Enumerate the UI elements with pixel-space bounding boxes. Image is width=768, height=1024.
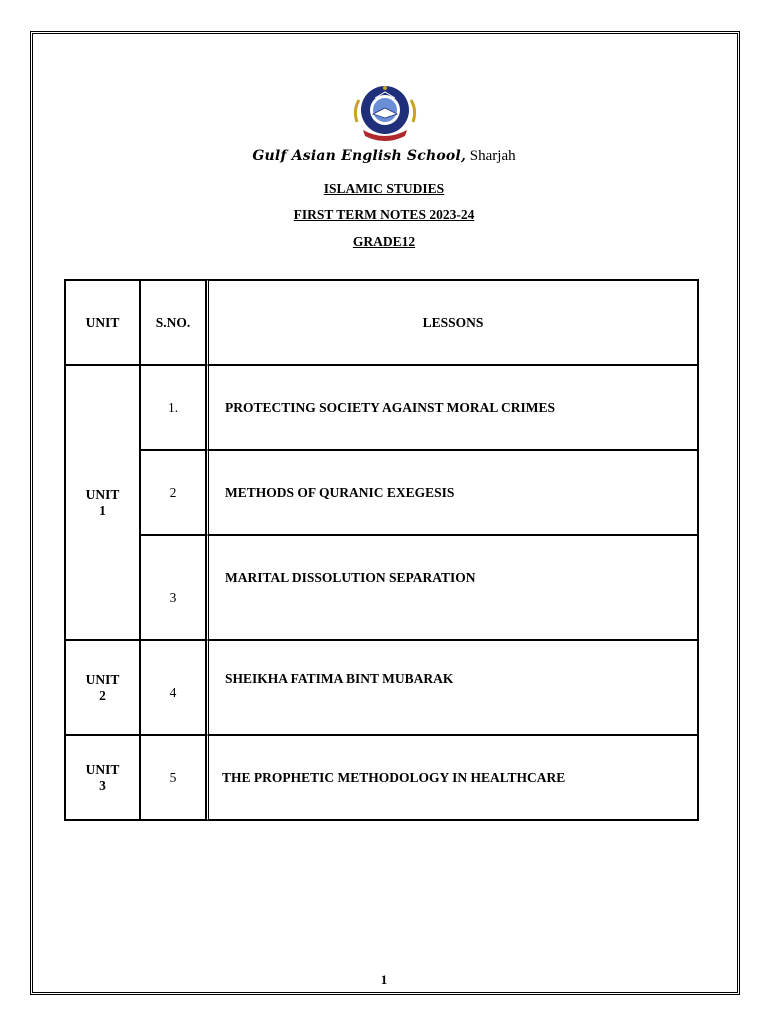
lesson-cell: SHEIKHA FATIMA BINT MUBARAK <box>206 640 698 735</box>
unit-label: UNIT <box>85 671 120 687</box>
lessons-table <box>64 279 699 821</box>
sno-cell: 2 <box>140 450 206 535</box>
unit-cell <box>65 365 140 640</box>
school-name-line <box>0 148 768 165</box>
table-row <box>65 535 698 640</box>
sno-cell: 5 <box>140 735 206 820</box>
lesson-cell: METHODS OF QURANIC EXEGESIS <box>206 450 698 535</box>
unit-cell <box>65 735 140 820</box>
sno-cell: 1. <box>140 365 206 450</box>
header-unit: UNIT <box>65 280 140 365</box>
table-header-row <box>65 280 698 365</box>
school-name: Gulf Asian English School, <box>252 148 467 164</box>
header-sno: S.NO. <box>140 280 206 365</box>
unit-number: 2 <box>99 687 106 703</box>
unit-label: UNIT <box>85 486 120 502</box>
unit-number: 1 <box>99 502 106 518</box>
lesson-cell: PROTECTING SOCIETY AGAINST MORAL CRIMES <box>206 365 698 450</box>
unit-number: 3 <box>99 777 106 793</box>
table-row <box>65 365 698 450</box>
table-row <box>65 735 698 820</box>
table-row <box>65 640 698 735</box>
table-row <box>65 450 698 535</box>
page-number: 1 <box>380 972 388 987</box>
lesson-cell: MARITAL DISSOLUTION SEPARATION <box>206 535 698 640</box>
unit-cell <box>65 640 140 735</box>
grade-heading: GRADE12 <box>352 234 416 249</box>
term-notes-heading: FIRST TERM NOTES 2023-24 <box>293 207 475 222</box>
header-lessons: LESSONS <box>206 280 698 365</box>
sno-cell: 3 <box>140 535 206 640</box>
sno-cell: 4 <box>140 640 206 735</box>
lesson-cell: THE PROPHETIC METHODOLOGY IN HEALTHCARE <box>206 735 698 820</box>
school-crest-icon <box>349 80 421 144</box>
subject-heading: ISLAMIC STUDIES <box>323 181 445 196</box>
school-city: Sharjah <box>469 148 516 164</box>
unit-label: UNIT <box>85 761 120 777</box>
